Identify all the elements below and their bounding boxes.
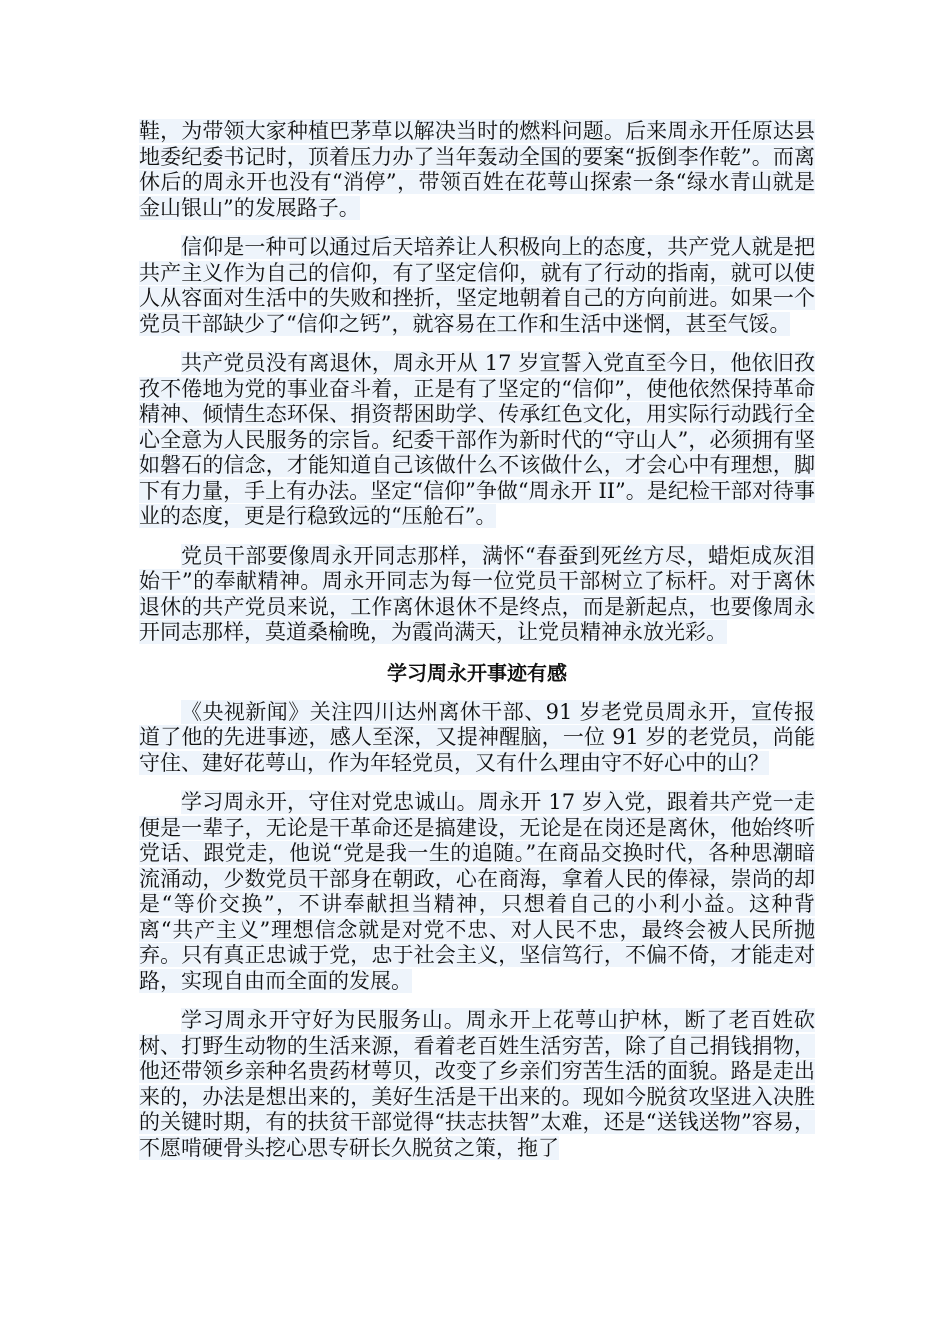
paragraph-text: 学习周永开，守住对党忠诚山。周永开 17 岁入党，跟着共产党一走便是一辈子，无论是干革命还是搞建设，无论是在岗还是离休，他始终听党话、跟党走，他说“党是我一生的追随。”在商品交换时代，各种思潮暗流涌动，少数党员干部身在朝政，心在商海，拿着人民的俸禄，崇尚的却是“等价交换”，不讲奉献担当精神，只想着自己的小利小益。这种背离“共产主义”理想信念就是对党不忠、对人民不忠，最终会被人民所抛弃。只有真正忠诚于党，忠于社会主义，坚信笃行，不偏不倚，才能走对路，实现自由而全面的发展。 bbox=[139, 790, 815, 993]
document-body bbox=[139, 119, 815, 1175]
paragraph-dedication bbox=[139, 544, 815, 646]
paragraph-cctv-news bbox=[139, 700, 815, 777]
paragraph-text: 共产党员没有离退休，周永开从 17 岁宣誓入党直至今日，他依旧孜孜不倦地为党的事业奋斗着，正是有了坚定的“信仰”，使他依然保持革命精神、倾情生态环保、捐资帮困助学、传承红色文化，用实际行动践行全心全意为人民服务的宗旨。纪委干部作为新时代的“守山人”，必须拥有坚如磐石的信念，才能知道自己该做什么不该做什么，才会心中有理想，脚下有力量，手上有办法。坚定“信仰”争做“周永开 II”。是纪检干部对待事业的态度，更是行稳致远的“压舱石”。 bbox=[139, 351, 815, 528]
paragraph-text: 鞋，为带领大家种植巴茅草以解决当时的燃料问题。后来周永开任原达县地委纪委书记时，顶着压力办了当年轰动全国的要案“扳倒李作乾”。而离休后的周永开也没有“消停”，带领百姓在花萼山探索一条“绿水青山就是金山银山”的发展路子。 bbox=[139, 119, 815, 220]
paragraph-text: 学习周永开守好为民服务山。周永开上花萼山护林，断了老百姓砍树、打野生动物的生活来源，看着老百姓生活穷苦，除了自己捐钱捐物，他还带领乡亲种名贵药材萼贝，改变了乡亲们穷苦生活的面貌。路是走出来的，办法是想出来的，美好生活是干出来的。现如今脱贫攻坚进入决胜的关键时期，有的扶贫干部觉得“扶志扶智”太难，还是“送钱送物”容易，不愿啃硬骨头挖心思专研长久脱贫之策，拖了 bbox=[139, 1008, 815, 1160]
paragraph-loyalty bbox=[139, 790, 815, 994]
paragraph-faith bbox=[139, 235, 815, 337]
paragraph-text: 信仰是一种可以通过后天培养让人积极向上的态度，共产党人就是把共产主义作为自己的信仰，有了坚定信仰，就有了行动的指南，就可以使人从容面对生活中的失败和挫折，坚定地朝着自己的方向前进。如果一个党员干部缺少了“信仰之钙”，就容易在工作和生活中迷惘，甚至气馁。 bbox=[139, 235, 815, 336]
paragraph-continuation bbox=[139, 119, 815, 221]
paragraph-text: 党员干部要像周永开同志那样，满怀“春蚕到死丝方尽，蜡炬成灰泪始干”的奉献精神。周永开同志为每一位党员干部树立了标杆。对于离休退休的共产党员来说，工作离休退休不是终点，而是新起点，也要像周永开同志那样，莫道桑榆晚，为霞尚满天，让党员精神永放光彩。 bbox=[139, 543, 815, 644]
section-heading: 学习周永开事迹有感 bbox=[387, 660, 567, 685]
paragraph-no-retirement bbox=[139, 351, 815, 530]
paragraph-serve-people bbox=[139, 1008, 815, 1161]
paragraph-text: 《央视新闻》关注四川达州离休干部、91 岁老党员周永开，宣传报道了他的先进事迹，感人至深，又提神醒脑，一位 91 岁的老党员，尚能守住、建好花萼山，作为年轻党员，又有什么理由守不好心中的山？ bbox=[139, 699, 815, 775]
